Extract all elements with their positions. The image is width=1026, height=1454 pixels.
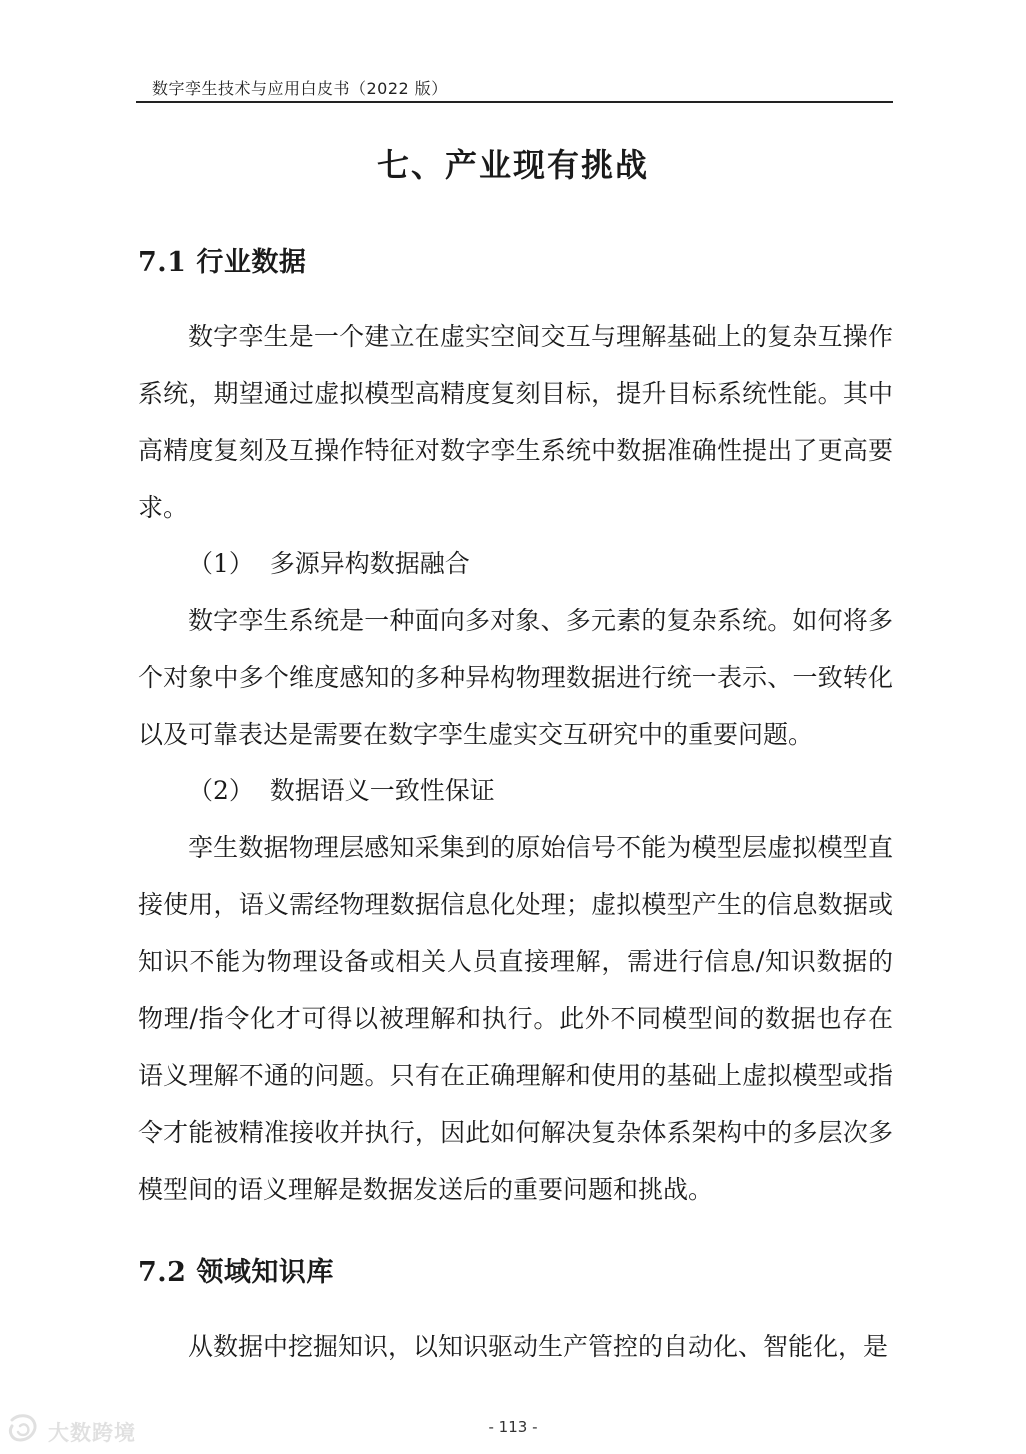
- section-heading-7-2: 7.2 领域知识库: [138, 1257, 334, 1288]
- header-divider: [136, 101, 893, 103]
- paragraph-semantic-consistency: 孪生数据物理层感知采集到的原始信号不能为模型层虚拟模型直接使用，语义需经物理数据信息化处理；虚拟模型产生的信息数据或知识不能为物理设备或相关人员直接理解，需进行信息/知识数据的物理/指令化才可得以被理解和执行。此外不同模型间的数据也存在语义理解不通的问题。只有在正确理解和使用的基础上虚拟模型或指令才能被精准接收并执行，因此如何解决复杂体系架构中的多层次多模型间的语义理解是数据发送后的重要问题和挑战。: [138, 833, 893, 1204]
- brand-logo-icon: [4, 1412, 44, 1452]
- paragraph-7-1-intro: 数字孪生是一个建立在虚实空间交互与理解基础上的复杂互操作系统，期望通过虚拟模型高精度复刻目标，提升目标系统性能。其中高精度复刻及互操作特征对数字孪生系统中数据准确性提出了更高要求。: [138, 322, 893, 522]
- paragraph-multisource-fusion: 数字孪生系统是一种面向多对象、多元素的复杂系统。如何将多个对象中多个维度感知的多种异构物理数据进行统一表示、一致转化以及可靠表达是需要在数字孪生虚实交互研究中的重要问题。: [138, 606, 893, 749]
- paragraph-7-2-intro: 从数据中挖掘知识，以知识驱动生产管控的自动化、智能化，是: [188, 1332, 889, 1361]
- subheading-semantic-consistency: （2） 数据语义一致性保证: [188, 776, 495, 805]
- running-header: 数字孪生技术与应用白皮书（2022 版）: [152, 79, 448, 98]
- page-number: - 113 -: [488, 1418, 538, 1436]
- section-heading-7-1: 7.1 行业数据: [138, 247, 307, 278]
- watermark-text: 大数跨境: [48, 1421, 136, 1445]
- watermark: [4, 1412, 136, 1452]
- chapter-title: 七、产业现有挑战: [376, 146, 649, 184]
- subheading-multisource-fusion: （1） 多源异构数据融合: [188, 549, 470, 578]
